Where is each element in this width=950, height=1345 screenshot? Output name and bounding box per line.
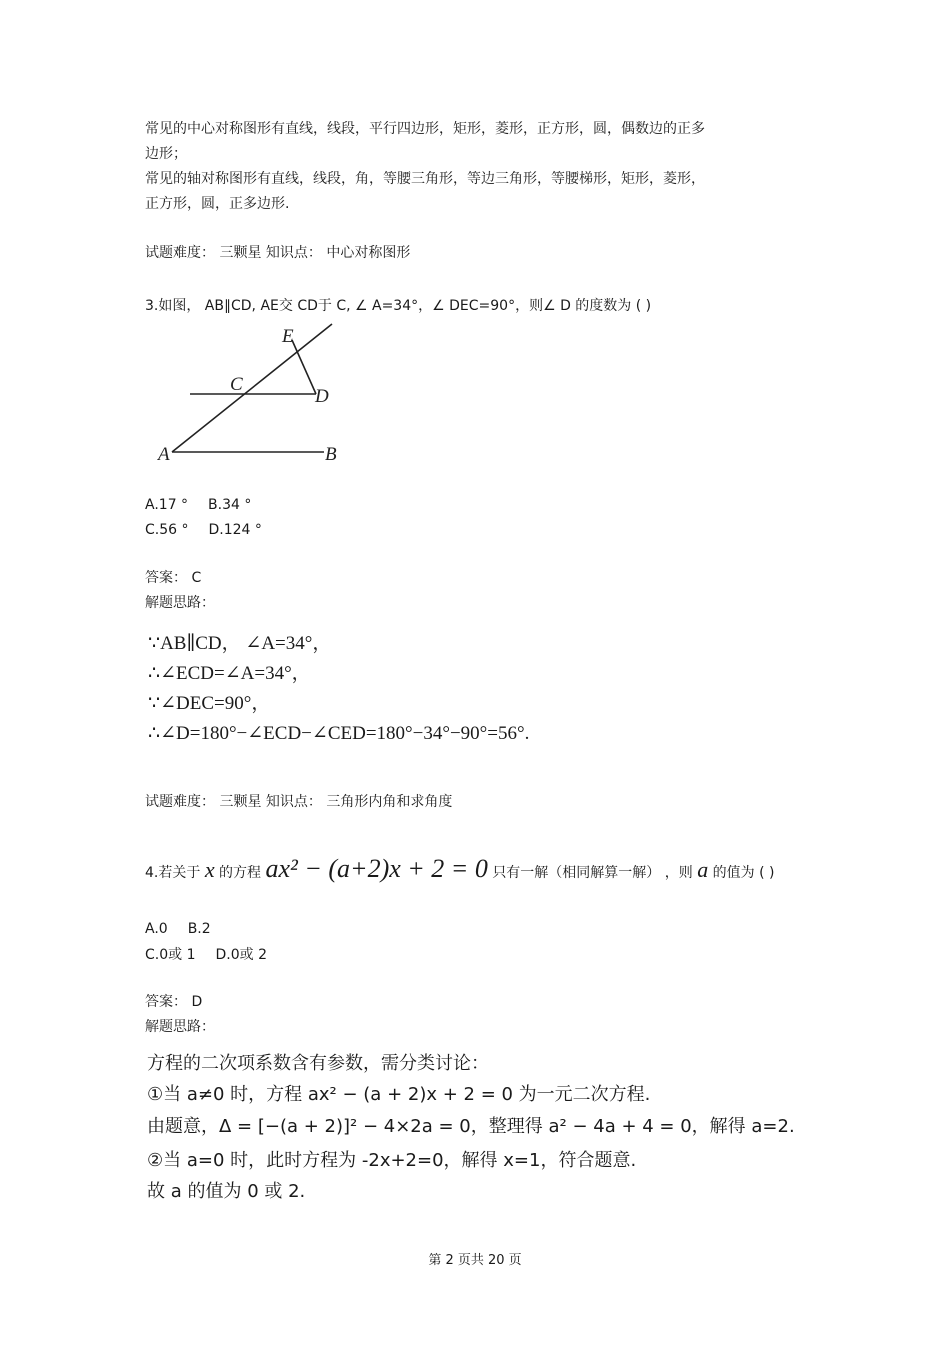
q4-solution-line-5: 故 a 的值为 0 或 2. — [147, 1181, 306, 1202]
page-footer: 第 2 页共 20 页 — [428, 1253, 522, 1268]
intro-meta: 试题难度： 三颗星 知识点： 中心对称图形 — [145, 245, 411, 261]
intro-line-2: 边形； — [145, 146, 187, 162]
q4-mid: 的方程 — [219, 865, 262, 881]
q4-option-a: A.0 — [145, 921, 168, 937]
label-e: E — [282, 326, 294, 347]
q3-solution-line-2: ∴∠ECD=∠A=34°， — [148, 663, 311, 684]
q3-option-d: D.124 ° — [208, 522, 262, 538]
line-ed — [292, 340, 316, 394]
q3-solution-line-1: ∵AB∥CD， ∠A=34°， — [148, 633, 332, 654]
q4-option-c: C.0或 1 — [145, 947, 196, 963]
q3-option-b: B.34 ° — [208, 497, 252, 513]
q4-question — [145, 852, 775, 890]
q4-options-row-2 — [145, 946, 267, 964]
line-ae — [172, 324, 332, 452]
q4-options-row-1 — [145, 920, 211, 938]
label-d: D — [315, 386, 329, 407]
q3-option-a: A.17 ° — [145, 497, 189, 513]
q4-solution-line-4: ②当 a=0 时，此时方程为 -2x+2=0，解得 x=1，符合题意. — [147, 1150, 637, 1171]
q4-var-a: a — [697, 857, 709, 882]
intro-line-3: 常见的轴对称图形有直线，线段，角，等腰三角形，等边三角形，等腰梯形，矩形，菱形， — [145, 171, 705, 187]
q3-solution-line-3: ∵∠DEC=90°， — [148, 693, 271, 714]
q3-solution-line-4: ∴∠D=180°−∠ECD−∠CED=180°−34°−90°=56°. — [148, 723, 530, 744]
q4-option-d: D.0或 2 — [215, 947, 267, 963]
q4-solution-line-3: 由题意，Δ = [−(a + 2)]² − 4×2a = 0，整理得 a² − 4a + 4 = 0，解得 a=2. — [147, 1116, 795, 1137]
q4-solution-label: 解题思路： — [145, 1019, 215, 1035]
q3-question: 3.如图， AB∥CD, AE交 CD于 C, ∠ A=34°，∠ DEC=90°，则∠ D 的度数为 ( ) — [145, 298, 652, 314]
q4-var-x: x — [204, 857, 215, 882]
q3-solution-label: 解题思路： — [145, 595, 215, 611]
q4-answer: 答案： D — [145, 994, 203, 1010]
q3-answer: 答案： C — [145, 570, 202, 586]
intro-line-1: 常见的中心对称图形有直线，线段，平行四边形，矩形，菱形，正方形，圆，偶数边的正多 — [145, 121, 705, 137]
label-c: C — [230, 374, 243, 395]
q4-solution-line-1: 方程的二次项系数含有参数，需分类讨论： — [147, 1053, 489, 1074]
q4-after: 只有一解（相同解算一解） ，则 — [492, 865, 693, 881]
label-b: B — [325, 444, 337, 465]
q3-options-row-2 — [145, 521, 262, 539]
q4-equation: ax² − (a+2)x + 2 = 0 — [265, 854, 488, 883]
label-a: A — [158, 444, 170, 465]
q4-solution-line-2: ①当 a≠0 时，方程 ax² − (a + 2)x + 2 = 0 为一元二次方程. — [147, 1084, 651, 1105]
q3-options-row-1 — [145, 496, 251, 514]
q4-option-b: B.2 — [187, 921, 211, 937]
q3-figure — [150, 318, 350, 468]
q3-meta: 试题难度： 三颗星 知识点： 三角形内角和求角度 — [145, 794, 453, 810]
q4-end: 的值为 ( ) — [712, 865, 775, 881]
q3-option-c: C.56 ° — [145, 522, 189, 538]
q4-prefix: 4.若关于 — [145, 865, 201, 881]
intro-line-4: 正方形，圆，正多边形. — [145, 196, 290, 212]
